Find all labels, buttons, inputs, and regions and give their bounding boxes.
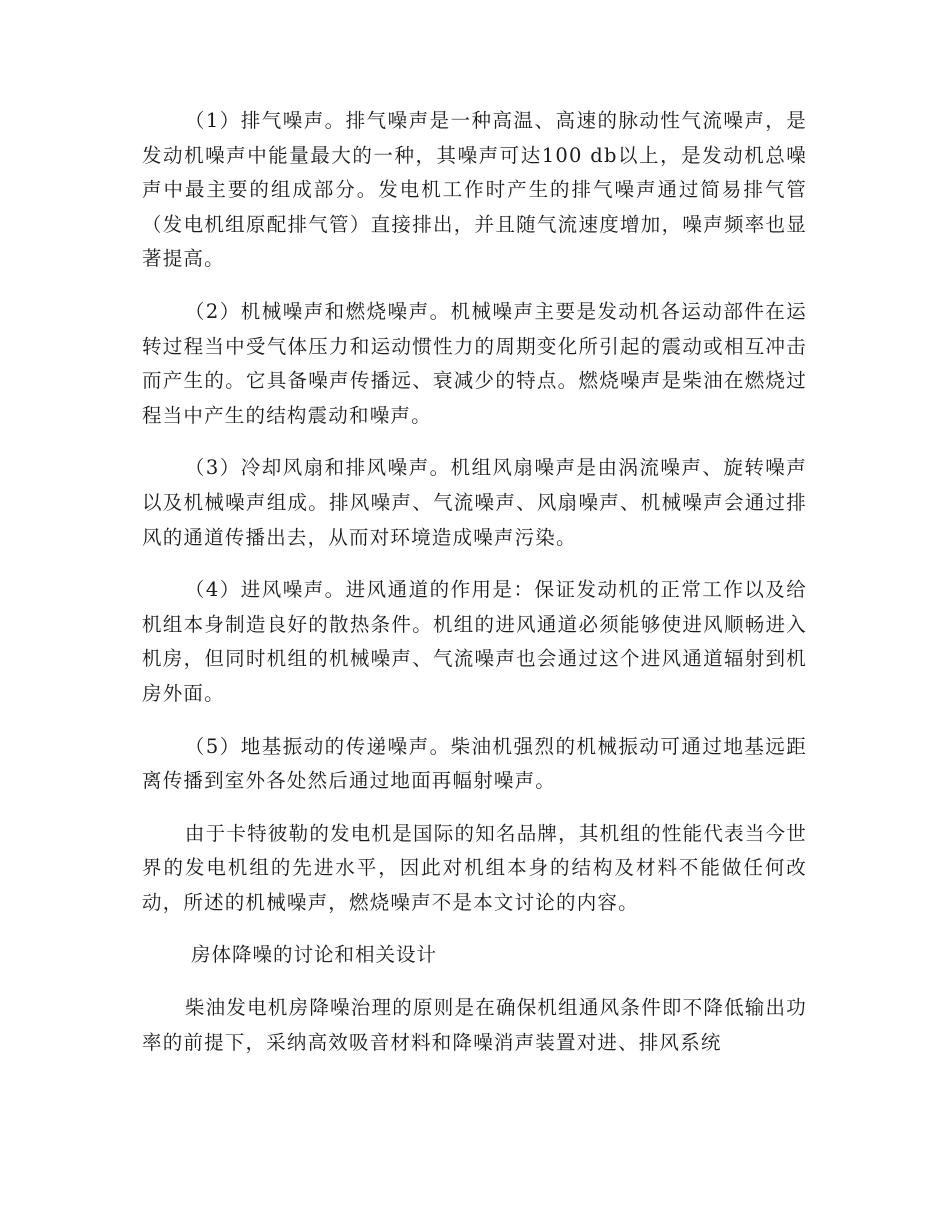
paragraph-caterpillar-note: 由于卡特彼勒的发电机是国际的知名品牌，其机组的性能代表当今世界的发电机组的先进水平，因此对机组本身的结构及材料不能做任何改动，所述的机械噪声，燃烧噪声不是本文讨论的内容。 [142,821,807,914]
paragraph-intake-noise: （4）进风噪声。进风通道的作用是：保证发动机的正常工作以及给机组本身制造良好的散热条件。机组的进风通道必须能够使进风顺畅进入机房，但同时机组的机械噪声、气流噪声也会通过这个进风通道辐射到机房外面。 [142,578,807,705]
paragraph-noise-treatment-principle: 柴油发电机房降噪治理的原则是在确保机组通风条件即不降低输出功率的前提下，采纳高效吸音材料和降噪消声装置对进、排风系统 [142,996,807,1054]
paragraph-mechanical-combustion-noise: （2）机械噪声和燃烧噪声。机械噪声主要是发动机各运动部件在运转过程当中受气体压力和运动惯性力的周期变化所引起的震动或相互冲击而产生的。它具备噪声传播远、衰减少的特点。燃烧噪声是柴油在燃烧过程当中产生的结构震动和噪声。 [142,299,807,427]
paragraph-exhaust-noise: （1）排气噪声。排气噪声是一种高温、高速的脉动性气流噪声，是发动机噪声中能量最大的一种，其噪声可达100 db以上，是发动机总噪声中最主要的组成部分。发电机工作时产生的排气噪声通过简易排气管（发电机组原配排气管）直接排出，并且随气流速度增加，噪声频率也显著提高。 [142,109,807,271]
section-heading: 房体降噪的讨论和相关设计 [191,943,438,967]
document-body [142,104,807,1078]
paragraph-cooling-fan-noise: （3）冷却风扇和排风噪声。机组风扇噪声是由涡流噪声、旋转噪声以及机械噪声组成。排风噪声、气流噪声、风扇噪声、机械噪声会通过排风的通道传播出去，从而对环境造成噪声污染。 [142,456,807,549]
paragraph-foundation-vibration-noise: （5）地基振动的传递噪声。柴油机强烈的机械振动可通过地基远距离传播到室外各处然后通过地面再幅射噪声。 [142,734,807,793]
